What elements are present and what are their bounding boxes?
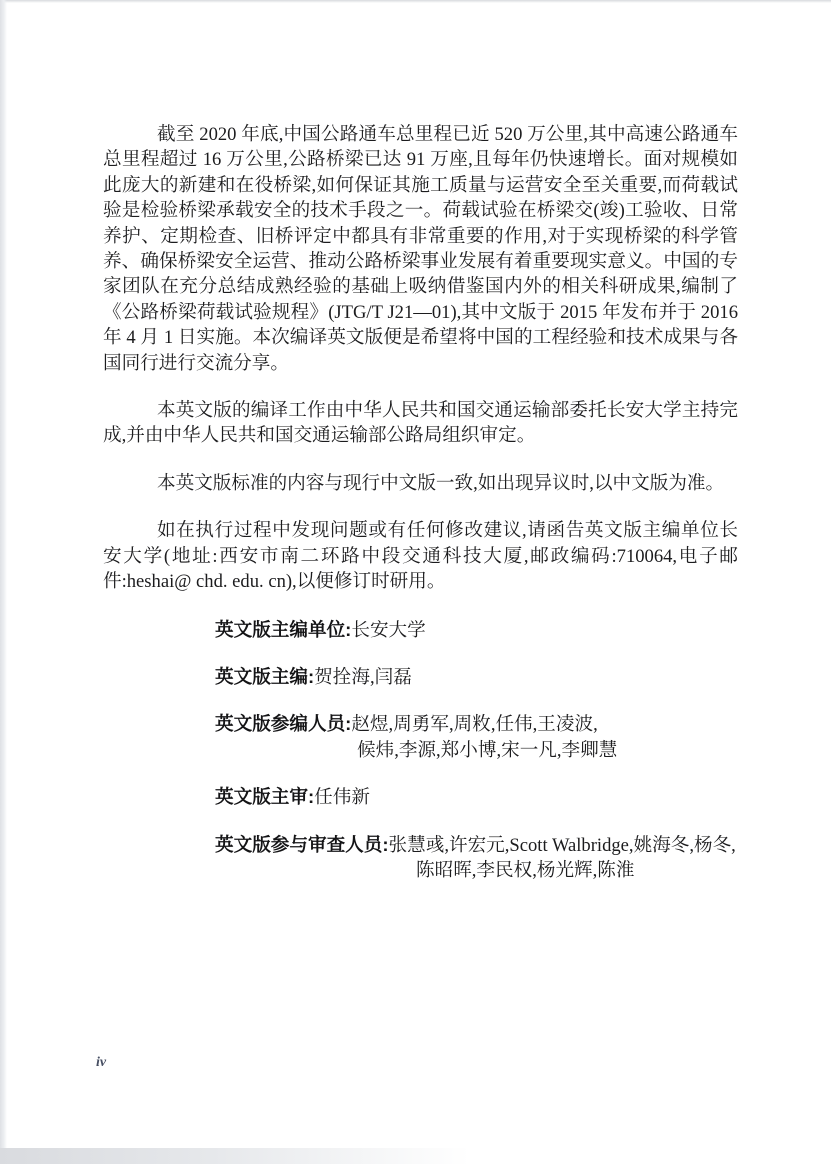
credit-chief-reviewer [215,784,738,810]
credit-names-continued: 陈昭晖,李民权,杨光辉,陈淮 [416,859,635,881]
credit-chief-editing-organization [215,617,738,643]
credit-label: 英文版参编人员: [215,713,352,735]
credit-names: 任伟新 [314,787,370,809]
credit-names: 贺拴海,闫磊 [314,666,412,688]
preface-paragraph-1: 截至 2020 年底,中国公路通车总里程已近 520 万公里,其中高速公路通车总里程超过 16 万公里,公路桥梁已达 91 万座,且每年仍快速增长。面对规模如此庞大的新建和在役桥梁,如何保证其施工质量与运营安全至关重要,而荷载试验是检验桥梁承载安全的技术手段之一。荷载试验在桥梁交(竣)工验收、日常养护、定期检查、旧桥评定中都具有非常重要的作用,对于实现桥梁的科学管养、确保桥梁安全运营、推动公路桥梁事业发展有着重要现实意义。中国的专家团队在充分总结成熟经验的基础上吸纳借鉴国内外的相关科研成果,编制了《公路桥梁荷载试验规程》(JTG/T J21—01),其中文版于 2015 年发布并于 2016 年 4 月 1 日实施。本次编译英文版便是希望将中国的工程经验和技术成果与各国同行进行交流分享。 [103,124,738,374]
credit-names: 赵煜,周勇军,周敉,任伟,王凌波, [351,714,598,736]
credit-line [215,664,738,690]
credit-line [215,832,738,858]
credit-label: 英文版主编单位: [215,618,352,640]
credit-names-continued: 候炜,李源,郑小博,宋一凡,李卿慧 [357,739,618,761]
page-number: iv [96,1055,107,1070]
credit-chief-editors [215,664,738,690]
credit-label: 英文版主编: [215,665,315,687]
preface-paragraph-3: 本英文版标准的内容与现行中文版一致,如出现异议时,以中文版为准。 [157,472,725,494]
scan-edge-left [0,0,7,1164]
preface-paragraph-4: 如在执行过程中发现问题或有任何修改建议,请函告英文版主编单位长安大学(地址:西安市南二环路中段交通科技大厦,邮政编码:710064,电子邮件:heshai@ chd. edu. cn),以便修订时研用。 [103,520,738,593]
preface-paragraph-2: 本英文版的编译工作由中华人民共和国交通运输部委托长安大学主持完成,并由中华人民共和国交通运输部公路局组织审定。 [103,400,738,447]
credit-label: 英文版主审: [215,786,315,808]
credit-line [215,711,738,737]
credit-line [215,784,738,810]
credit-participating-editors [215,711,738,763]
credits-list [103,617,738,884]
credit-line [215,617,738,643]
credit-label: 英文版参与审查人员: [215,833,389,855]
credit-review-participants [215,832,738,884]
scan-edge-top [0,0,831,3]
scan-edge-bottom [0,1148,470,1164]
credit-names: 张慧彧,许宏元,Scott Walbridge,姚海冬,杨冬, [388,834,736,856]
preface-text-block [103,122,738,904]
credit-names: 长安大学 [351,619,426,641]
